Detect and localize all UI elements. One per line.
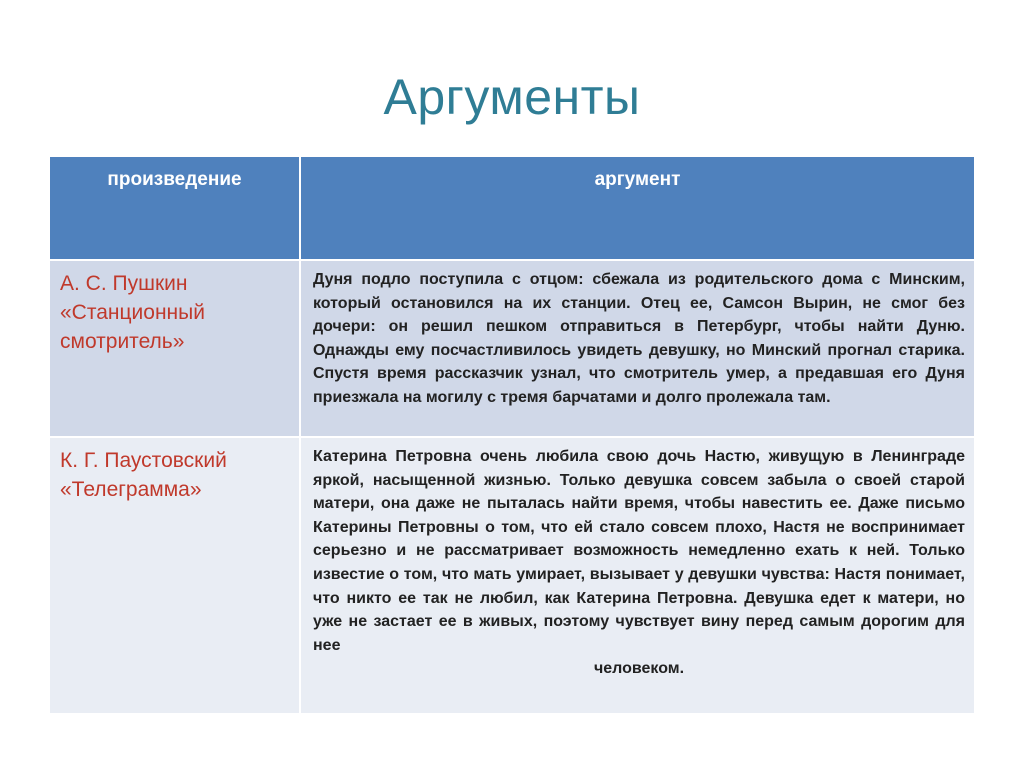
work-title: «Телеграмма»	[60, 478, 202, 501]
slide-title: Аргументы	[383, 69, 641, 125]
argument-cell	[300, 260, 974, 437]
work-cell	[50, 260, 300, 437]
table-row	[50, 260, 974, 437]
argument-cell	[300, 437, 974, 713]
table-row	[50, 437, 974, 713]
work-cell	[50, 437, 300, 713]
argument-text: Катерина Петровна очень любила свою дочь Настю, живущую в Ленинграде яркой, насыщенной жизнью. Только девушка совсем забыла о своей старой матери, она даже не пыталась найти время, чтобы навестить ее. Даже письмо Катерины Петровны о том, что ей стало совсем плохо, Настя не воспринимает серьезно и не рассматривает возможность немедленно ехать к ней. Только известие о том, что мать умирает, вызывает у девушки чувства: Настя понимает, что никто ее так не любил, как Катерина Петровна. Девушка едет к матери, но уже не застает ее в живых, поэтому чувствует вину перед самым дорогим для нее	[313, 448, 965, 654]
header-work: произведение	[50, 157, 300, 260]
argument-text-tail: человеком.	[593, 660, 685, 678]
work-author: К. Г. Паустовский	[60, 449, 227, 472]
work-title: «Станционный смотритель»	[60, 301, 205, 353]
arguments-table	[50, 157, 974, 713]
header-argument: аргумент	[300, 157, 974, 260]
argument-text: Дуня подло поступила с отцом: сбежала из родительского дома с Минским, который остановился на их станции. Отец ее, Самсон Вырин, не смог без дочери: он решил пешком отправиться в Петербург, чтобы найти Дуню. Однажды ему посчастливилось увидеть девушку, но Минский прогнал старика. Спустя время рассказчик узнал, что смотритель умер, а предавшая его Дуня приезжала на могилу с тремя барчатами и долго пролежала там.	[313, 271, 965, 406]
work-author: А. С. Пушкин	[60, 272, 188, 295]
table-header-row	[50, 157, 974, 260]
